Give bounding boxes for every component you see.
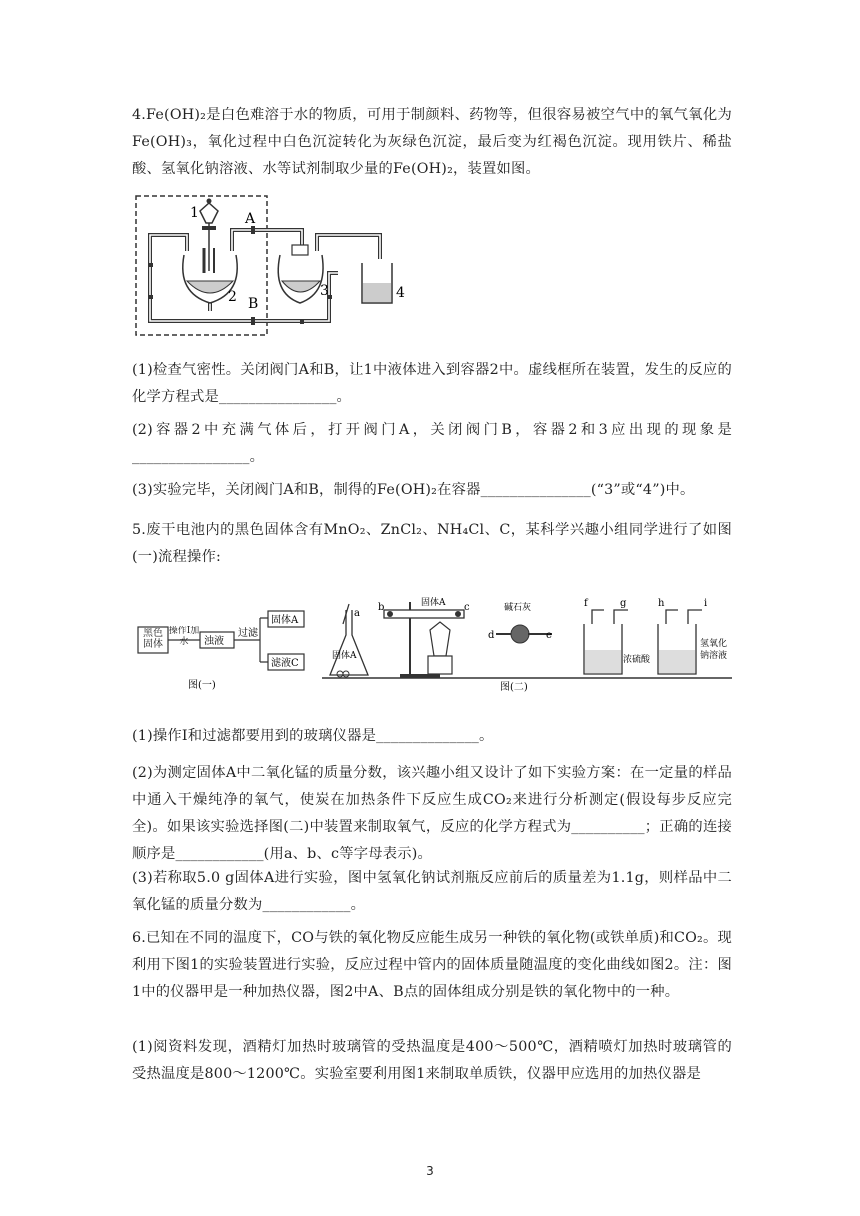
q4-intro: 4.Fe(OH)₂是白色难溶于水的物质，可用于制颜料、药物等，但很容易被空气中的氧气氧化为Fe(OH)₃，氧化过程中白色沉淀转化为灰绿色沉淀，最后变为红褐色沉淀。现用铁片、稀盐酸、氢氧化钠溶液、水等试剂制取少量的Fe(OH)₂，装置如图。 (132, 107, 732, 177)
conc-acid-text: 浓硫酸 (623, 655, 651, 665)
naoh-text-1: 氢氧化 (700, 639, 728, 649)
label-g: g (620, 598, 627, 609)
q5-flow-and-apparatus-figure (132, 590, 732, 700)
label-1: 1 (190, 205, 199, 221)
soda-lime-text: 碱石灰 (504, 603, 532, 613)
label-B: B (248, 296, 259, 312)
label-A: A (245, 211, 256, 227)
filter-text: 过滤 (238, 628, 258, 639)
solidA-text: 固体A (271, 615, 299, 626)
q5-part2: (2)为测定固体A中二氧化锰的质量分数，该兴趣小组又设计了如下实验方案：在一定量的样品中通入干燥纯净的氧气，使炭在加热条件下反应生成CO₂来进行分析测定(假设每步反应完全)。如果该实验选择图(二)中装置来制取氧气，反应的化学方程式为__________；正确的连接顺序是____________(用a、b、c等字母表示)。 (132, 765, 732, 862)
operation-text: 操作Ⅰ加水 (168, 626, 200, 647)
label-f: f (584, 598, 588, 609)
label-4: 4 (396, 285, 405, 301)
naoh-text-2: 钠溶液 (700, 651, 728, 661)
fig2-caption: 图(二) (500, 682, 528, 693)
q4-apparatus-figure (132, 193, 422, 341)
q6-part1: (1)阅资料发现，酒精灯加热时玻璃管的受热温度是400～500℃，酒精喷灯加热时玻璃管的受热温度是800～1200℃。实验室要利用图1来制取单质铁，仪器甲应选用的加热仪器是 (132, 1039, 732, 1082)
label-d: d (488, 630, 495, 641)
label-3: 3 (320, 283, 329, 299)
solidA-flask-text: 固体A (332, 651, 357, 661)
q4-part1: (1)检查气密性。关闭阀门A和B，让1中液体进入到容器2中。虚线框所在装置，发生的反应的化学方程式是________________。 (132, 362, 732, 405)
label-i: i (704, 598, 708, 609)
fig1-caption: 图(一) (188, 680, 216, 691)
q4-part3: (3)实验完毕，关闭阀门A和B，制得的Fe(OH)₂在容器_______________(“3”或“4”)中。 (132, 482, 695, 498)
q5-intro: 5.废干电池内的黑色固体含有MnO₂、ZnCl₂、NH₄Cl、C，某科学兴趣小组同学进行了如图(一)流程操作: (132, 522, 732, 565)
solidA-tube-text: 固体A (421, 598, 446, 608)
label-b: b (378, 602, 385, 613)
q5-part1: (1)操作Ⅰ和过滤都要用到的玻璃仪器是______________。 (132, 728, 494, 744)
black-solid-text: 黑色固体 (143, 628, 163, 650)
label-a: a (354, 608, 360, 619)
label-e: e (546, 630, 552, 641)
label-2: 2 (228, 289, 237, 305)
turbid-text: 浊液 (204, 636, 224, 647)
page-number: 3 (426, 1164, 434, 1178)
filtrateC-text: 滤液C (271, 658, 299, 669)
label-c: c (464, 602, 470, 613)
q5-part3: (3)若称取5.0 g固体A进行实验，图中氢氧化钠试剂瓶反应前后的质量差为1.1g，则样品中二氧化锰的质量分数为____________。 (132, 870, 732, 913)
label-h: h (658, 598, 665, 609)
q4-part2: (2)容器2中充满气体后，打开阀门A，关闭阀门B，容器2和3应出现的现象是________________。 (132, 422, 732, 465)
q6-intro: 6.已知在不同的温度下，CO与铁的氧化物反应能生成另一种铁的氧化物(或铁单质)和CO₂。现利用下图1的实验装置进行实验，反应过程中管内的固体质量随温度的变化曲线如图2。注：图1中的仪器甲是一种加热仪器，图2中A、B点的固体组成分别是铁的氧化物中的一种。 (132, 930, 732, 1000)
